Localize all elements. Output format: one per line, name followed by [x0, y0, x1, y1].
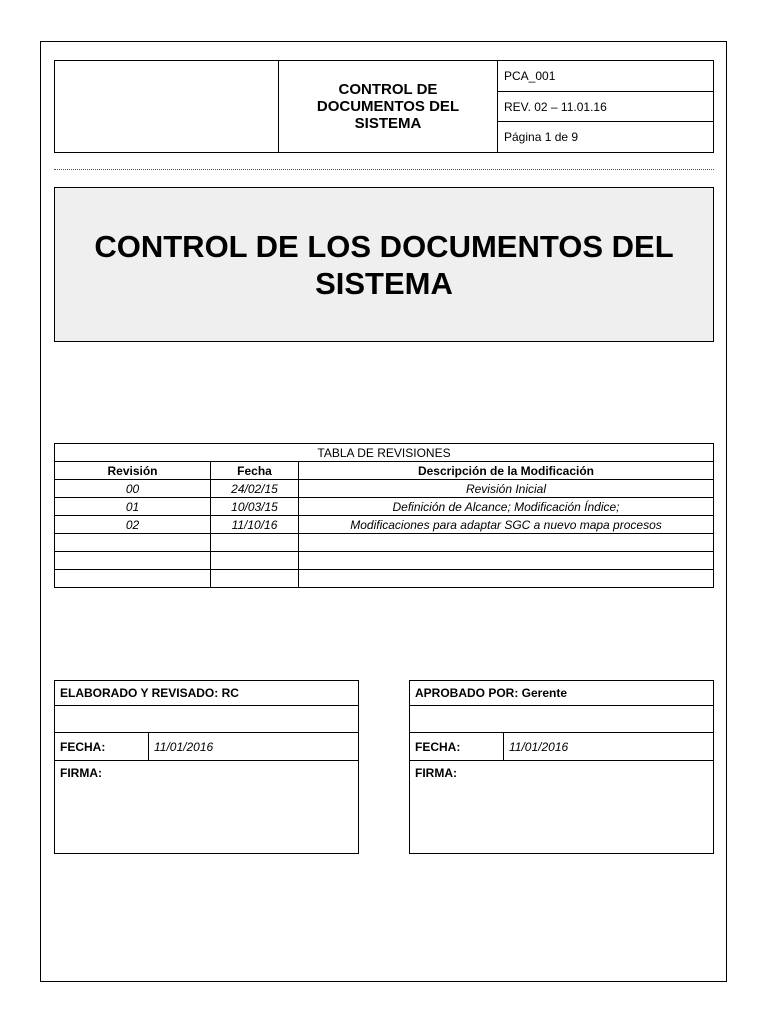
elaborado-box	[54, 680, 359, 854]
main-title-box	[54, 187, 714, 342]
dotted-divider	[54, 169, 714, 170]
date-cell: 24/02/15	[211, 480, 299, 498]
aprobado-box	[409, 680, 714, 854]
date-cell	[211, 534, 299, 552]
logo-area	[55, 61, 279, 152]
description-cell: Revisión Inicial	[299, 480, 714, 498]
revisions-table	[54, 443, 714, 588]
date-cell	[211, 552, 299, 570]
revision-cell: 01	[55, 498, 211, 516]
aprobado-date-value: 11/01/2016	[509, 739, 569, 754]
aprobado-signature-label: FIRMA:	[415, 766, 457, 780]
revision-cell	[55, 552, 211, 570]
table-row	[55, 570, 714, 588]
table-row	[55, 480, 714, 498]
elaborado-signature-label: FIRMA:	[60, 766, 102, 780]
aprobado-date-label: FECHA:	[410, 733, 504, 760]
aprobado-blank-row	[410, 706, 713, 733]
column-header: Descripción de la Modificación	[299, 462, 714, 480]
table-row	[55, 498, 714, 516]
revision-cell: 02	[55, 516, 211, 534]
revision-cell	[55, 570, 211, 588]
table-row	[55, 534, 714, 552]
elaborado-blank-row	[55, 706, 358, 733]
revisions-table-title: TABLA DE REVISIONES	[55, 444, 714, 462]
column-header: Revisión	[55, 462, 211, 480]
revision-cell: 00	[55, 480, 211, 498]
revision-cell	[55, 534, 211, 552]
table-row	[55, 552, 714, 570]
column-header: Fecha	[211, 462, 299, 480]
table-row	[55, 516, 714, 534]
date-cell	[211, 570, 299, 588]
description-cell	[299, 570, 714, 588]
document-code: PCA_001	[498, 61, 713, 92]
header-meta	[498, 61, 713, 152]
date-cell: 11/10/16	[211, 516, 299, 534]
document-revision: REV. 02 – 11.01.16	[498, 92, 713, 123]
date-cell: 10/03/15	[211, 498, 299, 516]
description-cell: Definición de Alcance; Modificación Índice;	[299, 498, 714, 516]
description-cell	[299, 552, 714, 570]
description-cell	[299, 534, 714, 552]
aprobado-title: APROBADO POR: Gerente	[410, 681, 713, 706]
header-title: CONTROL DE DOCUMENTOS DEL SISTEMA	[279, 61, 498, 152]
elaborado-date-label: FECHA:	[55, 733, 149, 760]
page-number: Página 1 de 9	[504, 130, 579, 145]
main-title: CONTROL DE LOS DOCUMENTOS DEL SISTEMA	[94, 228, 674, 301]
elaborado-date-value: 11/01/2016	[154, 739, 214, 754]
description-cell: Modificaciones para adaptar SGC a nuevo mapa procesos	[299, 516, 714, 534]
document-header	[54, 60, 714, 153]
elaborado-title: ELABORADO Y REVISADO: RC	[55, 681, 358, 706]
